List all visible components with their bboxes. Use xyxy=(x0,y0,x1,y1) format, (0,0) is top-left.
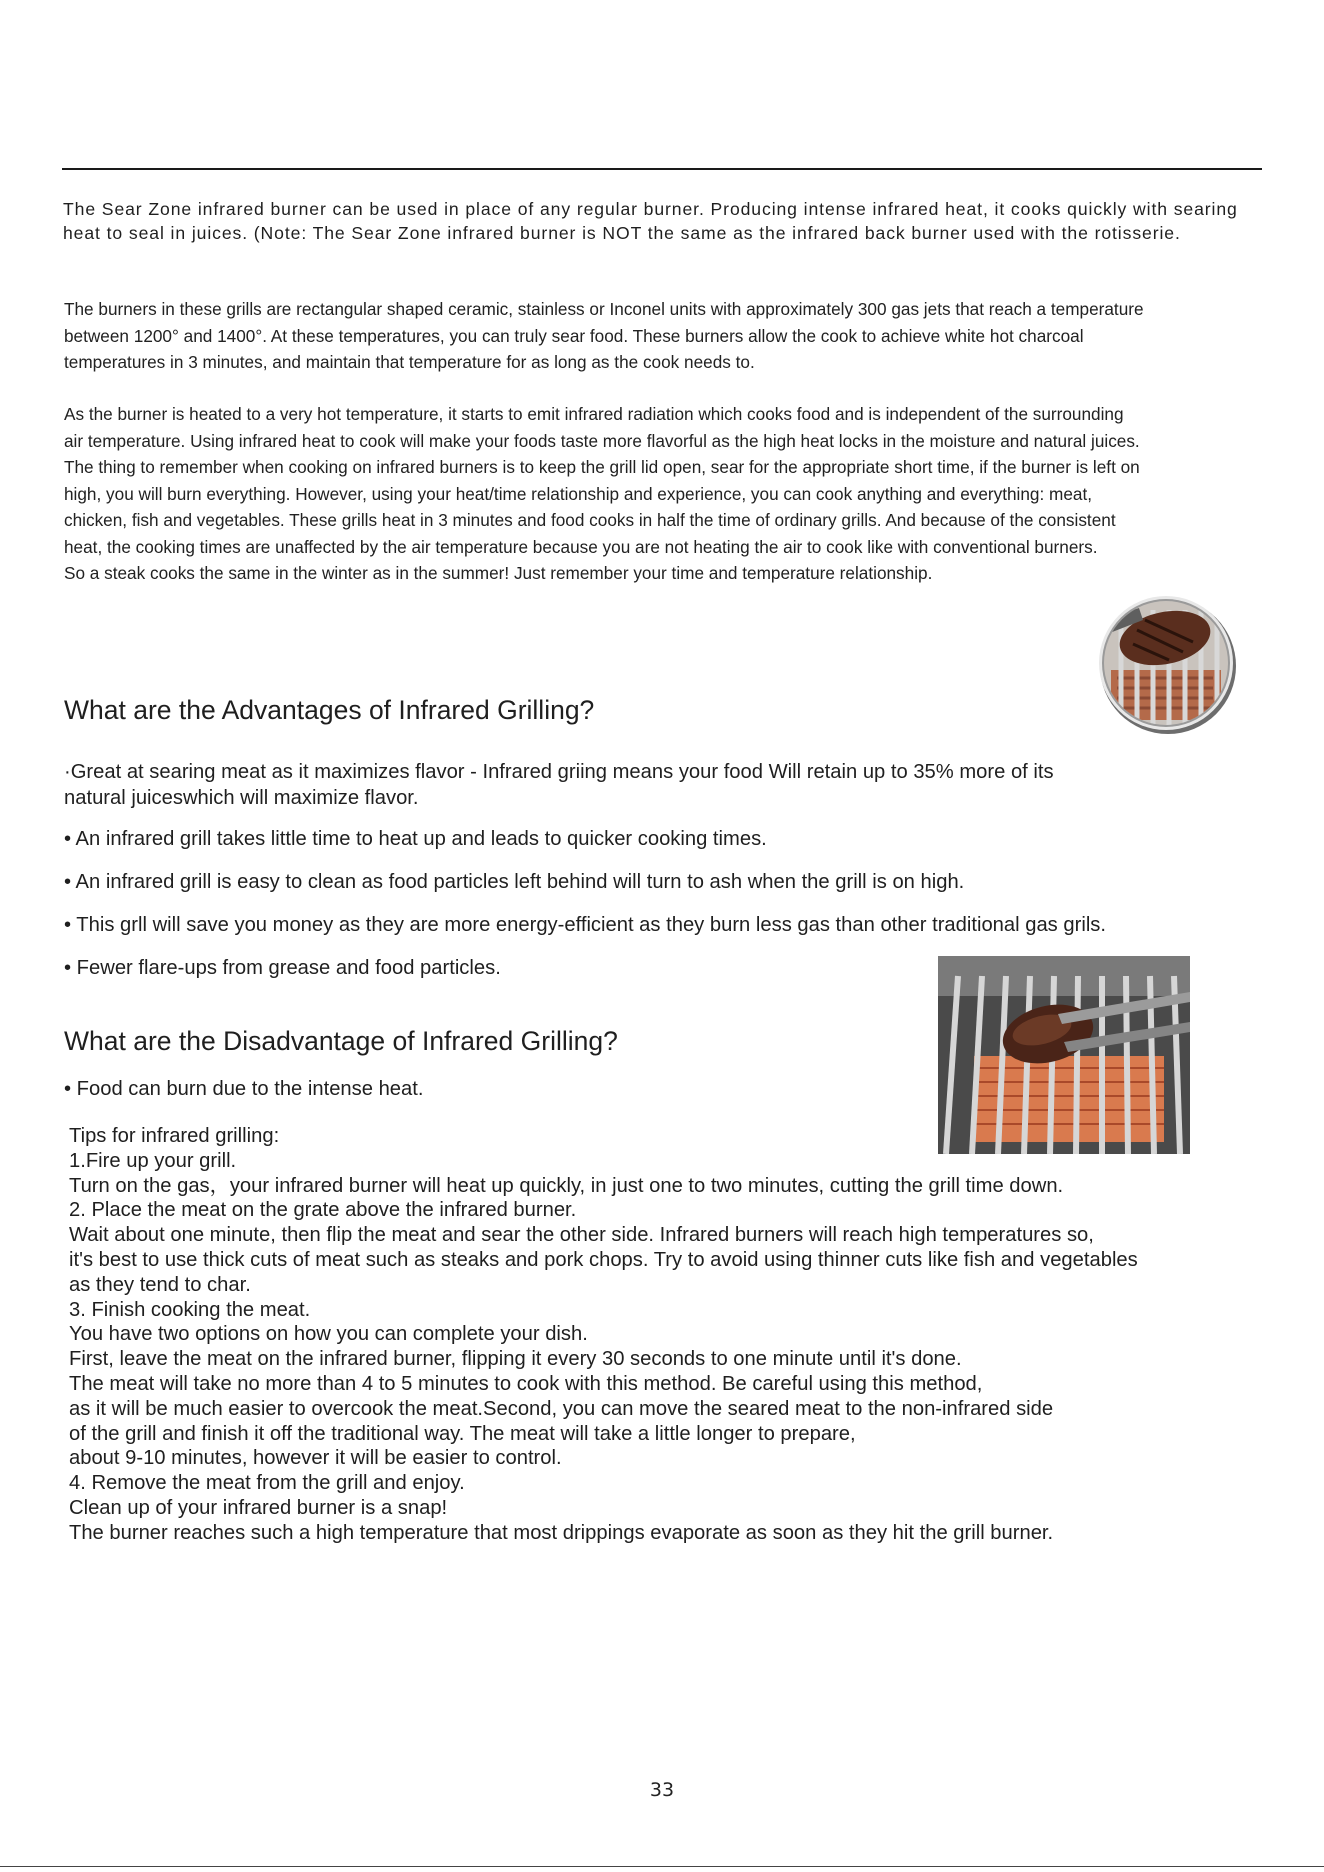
disadvantages-heading: What are the Disadvantage of Infrared Grilling? xyxy=(64,1026,618,1056)
paragraph-line: As the burner is heated to a very hot temperature, it starts to emit infrared radiation which cooks food and is independent of the surrounding xyxy=(64,404,1124,424)
paragraph-line: chicken, fish and vegetables. These grills heat in 3 minutes and food cooks in half the time of ordinary grills. And because of the consistent xyxy=(64,510,1116,530)
paragraph-line: air temperature. Using infrared heat to cook will make your foods taste more flavorful as the high heat locks in the moisture and natural juices. xyxy=(64,430,1140,451)
header-rule xyxy=(62,168,1262,170)
list-item: • Food can burn due to the intense heat. xyxy=(64,1078,424,1100)
paragraph-line: The burners in these grills are rectangular shaped ceramic, stainless or Inconel units with approximately 300 gas jets that reach a temperature xyxy=(64,299,1144,319)
list-item xyxy=(64,759,1054,811)
paragraph-line: high, you will burn everything. However, using your heat/time relationship and experience, you can cook anything and everything: meat, xyxy=(64,483,1093,504)
list-item: • This grll will save you money as they are more energy-efficient as they burn less gas than other traditional gas grils. xyxy=(64,914,1107,936)
tips-line: 1.Fire up your grill. xyxy=(69,1149,237,1172)
infrared-radiation-paragraph xyxy=(64,401,1304,587)
tips-line: You have two options on how you can complete your dish. xyxy=(69,1323,588,1346)
list-item-line: ·Great at searing meat as it maximizes flavor - Infrared griing means your food Will retain up to 35% more of its xyxy=(64,761,1054,783)
tips-line: Tips for infrared grilling: xyxy=(69,1125,280,1147)
tips-line: Clean up of your infrared burner is a snap! xyxy=(69,1496,448,1519)
intro-paragraph: The Sear Zone infrared burner can be used in place of any regular burner. Producing intense infrared heat, it cooks quickly with searing heat to seal in juices. (Note: The Sear Zone infrared burner is NOT the same as the infrared back burner used with the rotisserie. xyxy=(63,199,1238,243)
tips-line: as they tend to char. xyxy=(69,1273,251,1296)
burner-description-paragraph xyxy=(64,296,1304,376)
list-item-line: natural juiceswhich will maximize flavor. xyxy=(64,787,419,809)
tips-line: The burner reaches such a high temperature that most drippings evaporate as soon as they hit the grill burner. xyxy=(69,1521,1054,1544)
tips-line: 3. Finish cooking the meat. xyxy=(69,1298,311,1321)
tips-line: about 9-10 minutes, however it will be easier to control. xyxy=(69,1447,562,1470)
steak-on-grill-round-photo xyxy=(1093,590,1239,736)
paragraph-line: heat, the cooking times are unaffected by the air temperature because you are not heating the air to cook like with conventional burners. xyxy=(64,536,1098,557)
tips-line: of the grill and finish it off the traditional way. The meat will take a little longer to prepare, xyxy=(69,1422,856,1445)
tips-line: 2. Place the meat on the grate above the infrared burner. xyxy=(69,1199,577,1222)
tips-line: it's best to use thick cuts of meat such as steaks and pork chops. Try to avoid using thinner cuts like fish and vegetables xyxy=(69,1248,1138,1271)
tips-line: The meat will take no more than 4 to 5 minutes to cook with this method. Be careful using this method, xyxy=(69,1372,983,1395)
tips-line: 4. Remove the meat from the grill and enjoy. xyxy=(69,1472,465,1495)
paragraph-line: temperatures in 3 minutes, and maintain that temperature for as long as the cook needs to. xyxy=(64,352,755,372)
tips-line: as it will be much easier to overcook the meat.Second, you can move the seared meat to the non-infrared side xyxy=(69,1397,1054,1420)
tips-line: First, leave the meat on the infrared burner, flipping it every 30 seconds to one minute until it's done. xyxy=(69,1348,962,1371)
advantages-heading: What are the Advantages of Infrared Grilling? xyxy=(64,695,595,725)
list-item: • An infrared grill takes little time to heat up and leads to quicker cooking times. xyxy=(64,828,767,850)
list-item: • Fewer flare-ups from grease and food particles. xyxy=(64,957,501,979)
paragraph-line: So a steak cooks the same in the winter as in the summer! Just remember your time and temperature relationship. xyxy=(64,563,933,583)
paragraph-line: The thing to remember when cooking on infrared burners is to keep the grill lid open, sear for the appropriate short time, if the burner is left on xyxy=(64,457,1140,477)
tips-line: Turn on the gas，your infrared burner will heat up quickly, in just one to two minutes, cutting the grill time down. xyxy=(69,1174,1064,1197)
tips-line: Wait about one minute, then flip the meat and sear the other side. Infrared burners will reach high temperatures so, xyxy=(69,1224,1094,1247)
page-number: 33 xyxy=(649,1779,675,1801)
list-item: • An infrared grill is easy to clean as food particles left behind will turn to ash when the grill is on high. xyxy=(64,871,965,893)
footer-rule xyxy=(0,1866,1324,1867)
paragraph-line: between 1200° and 1400°. At these temperatures, you can truly sear food. These burners allow the cook to achieve white hot charcoal xyxy=(64,325,1084,346)
grilling-tips xyxy=(69,1124,1309,1546)
